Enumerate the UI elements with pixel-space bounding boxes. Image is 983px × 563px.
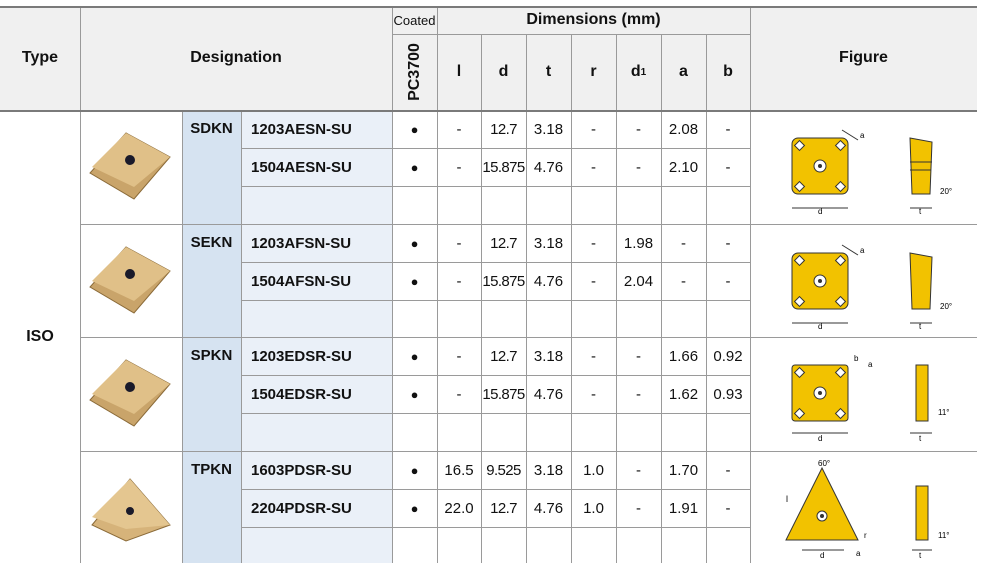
cell-l: - xyxy=(456,385,462,403)
svg-text:20°: 20° xyxy=(940,302,953,311)
cell-t: 4.76 xyxy=(533,385,564,403)
col-a-header: a xyxy=(661,34,706,110)
cell-b-empty xyxy=(706,413,750,451)
cell-a: - xyxy=(681,272,686,290)
series-label: TPKN xyxy=(182,451,241,563)
insert-image xyxy=(80,451,182,563)
cell-d-empty xyxy=(481,186,526,224)
svg-text:d: d xyxy=(818,322,823,331)
cell-l: - xyxy=(456,120,462,138)
cell-coated: ● xyxy=(410,159,419,175)
cell-coated-empty xyxy=(392,527,437,563)
designation-empty xyxy=(241,527,392,563)
cell-t: 4.76 xyxy=(533,499,564,517)
cell-a: 1.62 xyxy=(668,385,699,403)
column-divider xyxy=(526,34,527,563)
column-divider xyxy=(750,6,751,563)
cell-r-empty xyxy=(571,527,616,563)
dimensions-header: Dimensions (mm) xyxy=(437,6,750,34)
cell-b: 0.93 xyxy=(713,385,743,403)
svg-text:d: d xyxy=(818,207,823,216)
cell-t: 3.18 xyxy=(533,120,564,138)
cell-d1: - xyxy=(636,499,641,517)
column-divider xyxy=(437,6,438,563)
series-label: SEKN xyxy=(182,224,241,337)
cell-d: 9.525 xyxy=(486,461,521,479)
cell-t: 3.18 xyxy=(533,461,564,479)
svg-text:11°: 11° xyxy=(938,531,950,540)
cell-l-empty xyxy=(437,300,481,337)
svg-text:11°: 11° xyxy=(938,408,950,417)
designation-code: 1203EDSR-SU xyxy=(241,337,392,375)
row-divider xyxy=(241,375,750,376)
cell-r: - xyxy=(591,158,596,176)
svg-text:t: t xyxy=(919,551,922,560)
row-divider xyxy=(241,489,750,490)
designation-empty xyxy=(241,413,392,451)
cell-a: 1.91 xyxy=(668,499,699,517)
row-divider xyxy=(241,262,750,263)
square-insert-icon xyxy=(86,127,176,207)
grade-header: PC3700 xyxy=(392,34,437,110)
cell-d1-empty xyxy=(616,527,661,563)
cell-d: 15.875 xyxy=(482,385,525,403)
cell-a-empty xyxy=(661,413,706,451)
cell-l-empty xyxy=(437,186,481,224)
designation-empty xyxy=(241,300,392,337)
svg-text:b: b xyxy=(854,355,859,363)
cell-b: - xyxy=(725,272,731,290)
col-b-header: b xyxy=(706,34,750,110)
cell-d: 15.875 xyxy=(482,272,525,290)
cell-b-empty xyxy=(706,300,750,337)
cell-b: - xyxy=(725,234,731,252)
svg-text:a: a xyxy=(868,360,873,369)
cell-t-empty xyxy=(526,413,571,451)
cell-d1: 2.04 xyxy=(623,272,654,290)
svg-text:60°: 60° xyxy=(818,459,831,468)
col-t-header: t xyxy=(526,34,571,110)
square-insert-icon xyxy=(86,354,176,434)
column-divider xyxy=(182,110,183,563)
svg-text:d: d xyxy=(818,434,823,443)
tpkn-figure xyxy=(772,458,972,560)
cell-d: 12.7 xyxy=(490,499,517,517)
cell-b: 0.92 xyxy=(713,347,743,365)
cell-a: 2.10 xyxy=(668,158,699,176)
cell-coated: ● xyxy=(410,500,419,516)
cell-d1: - xyxy=(636,385,641,403)
cell-coated: ● xyxy=(410,386,419,402)
triangle-insert-icon xyxy=(86,467,176,547)
cell-r-empty xyxy=(571,186,616,224)
cell-d1: 1.98 xyxy=(623,234,654,252)
spkn-figure xyxy=(782,355,972,447)
cell-r: - xyxy=(591,120,596,138)
cell-d: 12.7 xyxy=(490,347,517,365)
designation-code: 1504EDSR-SU xyxy=(241,375,392,413)
series-label: SDKN xyxy=(182,110,241,224)
cell-a: 1.70 xyxy=(668,461,699,479)
designation-code: 1603PDSR-SU xyxy=(241,451,392,489)
cell-r: - xyxy=(591,272,596,290)
cell-d-empty xyxy=(481,413,526,451)
row-divider xyxy=(241,413,750,414)
svg-text:a: a xyxy=(856,549,861,558)
cell-a: - xyxy=(681,234,686,252)
cell-d-empty xyxy=(481,300,526,337)
cell-coated: ● xyxy=(410,273,419,289)
col-d-header: d xyxy=(481,34,526,110)
cell-r: - xyxy=(591,385,596,403)
cell-b: - xyxy=(725,158,731,176)
cell-coated: ● xyxy=(410,462,419,478)
svg-text:t: t xyxy=(919,207,922,216)
coated-header: Coated xyxy=(392,6,437,34)
row-divider xyxy=(241,148,750,149)
header-rule xyxy=(392,34,750,35)
cell-l-empty xyxy=(437,527,481,563)
svg-text:r: r xyxy=(864,531,867,540)
cell-a: 1.66 xyxy=(668,347,699,365)
svg-text:l: l xyxy=(786,494,788,504)
type-header: Type xyxy=(0,6,80,110)
column-divider xyxy=(241,110,242,563)
cell-l: 16.5 xyxy=(444,461,474,479)
cell-t: 3.18 xyxy=(533,234,564,252)
cell-l: 22.0 xyxy=(444,499,474,517)
designation-code: 1504AFSN-SU xyxy=(241,262,392,300)
row-divider xyxy=(241,300,750,301)
svg-text:a: a xyxy=(860,246,865,255)
group-divider xyxy=(80,451,977,452)
svg-text:t: t xyxy=(919,322,922,331)
cell-t: 4.76 xyxy=(533,158,564,176)
cell-l-empty xyxy=(437,413,481,451)
header-rule xyxy=(0,110,977,112)
cell-coated-empty xyxy=(392,300,437,337)
svg-text:a: a xyxy=(860,131,865,140)
col-d1-header: d 1 xyxy=(616,34,661,110)
series-label: SPKN xyxy=(182,337,241,451)
cell-coated-empty xyxy=(392,186,437,224)
cell-a: 2.08 xyxy=(668,120,699,138)
svg-text:t: t xyxy=(919,434,922,443)
cell-t: 4.76 xyxy=(533,272,564,290)
cell-r-empty xyxy=(571,300,616,337)
cell-d-empty xyxy=(481,527,526,563)
designation-empty xyxy=(241,186,392,224)
cell-coated: ● xyxy=(410,235,419,251)
figure-header: Figure xyxy=(750,6,977,110)
cell-d: 12.7 xyxy=(490,234,517,252)
cell-a-empty xyxy=(661,186,706,224)
sekn-figure xyxy=(782,243,972,335)
cell-b: - xyxy=(725,120,731,138)
column-divider xyxy=(706,34,707,563)
square-insert-icon xyxy=(86,241,176,321)
cell-b-empty xyxy=(706,186,750,224)
column-divider xyxy=(392,6,393,563)
type-label: ISO xyxy=(26,327,54,345)
cell-coated: ● xyxy=(410,348,419,364)
cell-b-empty xyxy=(706,527,750,563)
cell-a-empty xyxy=(661,527,706,563)
svg-text:d: d xyxy=(820,551,825,560)
cell-coated: ● xyxy=(410,121,419,137)
cell-l: - xyxy=(456,272,462,290)
insert-image xyxy=(80,110,182,224)
cell-l: - xyxy=(456,234,462,252)
column-divider xyxy=(661,34,662,563)
designation-code: 2204PDSR-SU xyxy=(241,489,392,527)
designation-code: 1504AESN-SU xyxy=(241,148,392,186)
row-divider xyxy=(241,186,750,187)
cell-d1: - xyxy=(636,347,641,365)
cell-d1-empty xyxy=(616,300,661,337)
cell-d: 15.875 xyxy=(482,158,525,176)
cell-t: 3.18 xyxy=(533,347,564,365)
cell-d1: - xyxy=(636,120,641,138)
cell-r: 1.0 xyxy=(583,461,604,479)
group-divider xyxy=(80,337,977,338)
sdkn-figure xyxy=(782,128,972,220)
designation-code: 1203AESN-SU xyxy=(241,110,392,148)
cell-t-empty xyxy=(526,300,571,337)
cell-t-empty xyxy=(526,527,571,563)
cell-r-empty xyxy=(571,413,616,451)
group-divider xyxy=(80,224,977,225)
col-r-header: r xyxy=(571,34,616,110)
cell-d: 12.7 xyxy=(490,120,517,138)
cell-a-empty xyxy=(661,300,706,337)
cell-d1: - xyxy=(636,158,641,176)
designation-header: Designation xyxy=(80,6,392,110)
cell-l: - xyxy=(456,347,462,365)
column-divider xyxy=(616,34,617,563)
cell-d1-empty xyxy=(616,413,661,451)
cell-d1-empty xyxy=(616,186,661,224)
insert-image xyxy=(80,224,182,337)
cell-r: - xyxy=(591,234,596,252)
cell-r: 1.0 xyxy=(583,499,604,517)
insert-image xyxy=(80,337,182,451)
cell-l: - xyxy=(456,158,462,176)
cell-r: - xyxy=(591,347,596,365)
row-divider xyxy=(241,527,750,528)
column-divider xyxy=(80,6,81,563)
header-rule xyxy=(0,6,977,8)
col-l-header: l xyxy=(437,34,481,110)
cell-d1: - xyxy=(636,461,641,479)
cell-b: - xyxy=(725,499,731,517)
column-divider xyxy=(481,34,482,563)
svg-text:20°: 20° xyxy=(940,187,953,196)
cell-b: - xyxy=(725,461,731,479)
column-divider xyxy=(571,34,572,563)
cell-t-empty xyxy=(526,186,571,224)
designation-code: 1203AFSN-SU xyxy=(241,224,392,262)
cell-coated-empty xyxy=(392,413,437,451)
